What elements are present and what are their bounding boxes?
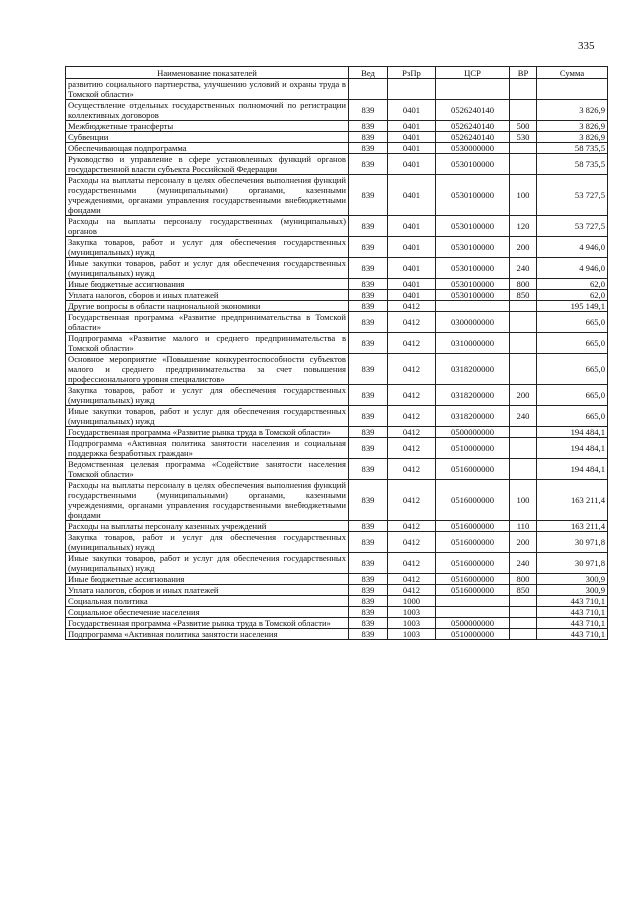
cell-rzpr: 0412 — [388, 553, 436, 574]
table-row — [66, 521, 608, 532]
cell-name: Иные закупки товаров, работ и услуг для обеспечения государственных (муниципальных) нужд — [66, 553, 349, 574]
cell-rzpr: 0401 — [388, 258, 436, 279]
cell-ved: 839 — [349, 521, 388, 532]
table-row — [66, 532, 608, 553]
cell-csr: 0530000000 — [436, 143, 510, 154]
cell-rzpr: 0412 — [388, 406, 436, 427]
cell-name: Расходы на выплаты персоналу казенных учреждений — [66, 521, 349, 532]
cell-ved: 839 — [349, 290, 388, 301]
cell-vr: 850 — [510, 585, 537, 596]
cell-csr — [436, 79, 510, 100]
cell-csr: 0510000000 — [436, 438, 510, 459]
cell-ved: 839 — [349, 175, 388, 216]
table-row — [66, 121, 608, 132]
cell-rzpr: 0401 — [388, 279, 436, 290]
cell-sum: 665,0 — [537, 354, 608, 385]
cell-ved: 839 — [349, 279, 388, 290]
cell-rzpr: 0401 — [388, 175, 436, 216]
cell-sum: 195 149,1 — [537, 301, 608, 312]
cell-rzpr: 0412 — [388, 438, 436, 459]
table-row — [66, 585, 608, 596]
cell-sum: 3 826,9 — [537, 100, 608, 121]
cell-vr — [510, 154, 537, 175]
cell-csr: 0500000000 — [436, 427, 510, 438]
cell-rzpr — [388, 79, 436, 100]
cell-sum: 665,0 — [537, 333, 608, 354]
table-row — [66, 154, 608, 175]
cell-rzpr: 0412 — [388, 480, 436, 521]
cell-ved: 839 — [349, 385, 388, 406]
cell-name: развитию социального партнерства, улучшению условий и охраны труда в Томской области» — [66, 79, 349, 100]
cell-rzpr: 0412 — [388, 301, 436, 312]
cell-ved: 839 — [349, 312, 388, 333]
cell-ved: 839 — [349, 618, 388, 629]
cell-csr — [436, 607, 510, 618]
cell-sum: 163 211,4 — [537, 521, 608, 532]
table-row — [66, 354, 608, 385]
cell-vr — [510, 618, 537, 629]
cell-ved: 839 — [349, 216, 388, 237]
cell-name: Иные закупки товаров, работ и услуг для обеспечения государственных (муниципальных) нужд — [66, 258, 349, 279]
cell-sum: 53 727,5 — [537, 175, 608, 216]
cell-rzpr: 0401 — [388, 237, 436, 258]
cell-sum: 300,9 — [537, 574, 608, 585]
cell-sum: 62,0 — [537, 279, 608, 290]
header-csr: ЦСР — [436, 67, 510, 79]
cell-csr: 0530100000 — [436, 258, 510, 279]
cell-ved: 839 — [349, 121, 388, 132]
cell-csr: 0526240140 — [436, 132, 510, 143]
cell-csr: 0516000000 — [436, 574, 510, 585]
cell-sum: 443 710,1 — [537, 607, 608, 618]
cell-vr: 240 — [510, 258, 537, 279]
cell-name: Расходы на выплаты персоналу в целях обеспечения выполнения функций государственными (муниципальными) органами, казенными учреждениями, органами управления государственными внебюджетными фондами — [66, 480, 349, 521]
cell-rzpr: 1000 — [388, 596, 436, 607]
cell-rzpr: 0412 — [388, 521, 436, 532]
cell-ved: 839 — [349, 100, 388, 121]
table-row — [66, 618, 608, 629]
cell-csr: 0300000000 — [436, 312, 510, 333]
cell-name: Расходы на выплаты персоналу государственных (муниципальных) органов — [66, 216, 349, 237]
table-row — [66, 100, 608, 121]
table-row — [66, 132, 608, 143]
cell-name: Уплата налогов, сборов и иных платежей — [66, 585, 349, 596]
cell-sum: 53 727,5 — [537, 216, 608, 237]
cell-rzpr: 0412 — [388, 312, 436, 333]
cell-sum: 4 946,0 — [537, 237, 608, 258]
cell-vr — [510, 459, 537, 480]
cell-ved — [349, 79, 388, 100]
cell-csr: 0530100000 — [436, 279, 510, 290]
cell-ved: 839 — [349, 333, 388, 354]
cell-vr: 530 — [510, 132, 537, 143]
cell-ved: 839 — [349, 438, 388, 459]
cell-ved: 839 — [349, 574, 388, 585]
cell-ved: 839 — [349, 459, 388, 480]
header-vr: ВР — [510, 67, 537, 79]
cell-rzpr: 0412 — [388, 333, 436, 354]
cell-sum: 665,0 — [537, 312, 608, 333]
cell-name: Социальная политика — [66, 596, 349, 607]
table-row — [66, 143, 608, 154]
cell-rzpr: 0412 — [388, 585, 436, 596]
cell-rzpr: 0412 — [388, 459, 436, 480]
cell-ved: 839 — [349, 237, 388, 258]
page-number: 335 — [578, 40, 595, 52]
table-row — [66, 79, 608, 100]
table-row — [66, 480, 608, 521]
cell-csr: 0530100000 — [436, 237, 510, 258]
cell-csr: 0530100000 — [436, 290, 510, 301]
cell-name: Основное мероприятие «Повышение конкурентоспособности субъектов малого и среднего предпринимательства за счет повышения профессионального уровня специалистов» — [66, 354, 349, 385]
table-row — [66, 312, 608, 333]
cell-name: Подпрограмма «Активная политика занятости населения — [66, 629, 349, 640]
cell-vr: 200 — [510, 385, 537, 406]
cell-rzpr: 0401 — [388, 290, 436, 301]
cell-vr: 800 — [510, 574, 537, 585]
cell-csr: 0318200000 — [436, 385, 510, 406]
cell-sum: 443 710,1 — [537, 596, 608, 607]
cell-vr: 800 — [510, 279, 537, 290]
cell-sum: 58 735,5 — [537, 143, 608, 154]
cell-ved: 839 — [349, 406, 388, 427]
cell-sum: 443 710,1 — [537, 629, 608, 640]
cell-vr: 200 — [510, 237, 537, 258]
table-header-row — [66, 67, 608, 79]
cell-name: Социальное обеспечение населения — [66, 607, 349, 618]
cell-csr: 0516000000 — [436, 585, 510, 596]
cell-csr: 0530100000 — [436, 216, 510, 237]
cell-csr: 0516000000 — [436, 480, 510, 521]
cell-sum: 163 211,4 — [537, 480, 608, 521]
cell-name: Закупка товаров, работ и услуг для обеспечения государственных (муниципальных) нужд — [66, 532, 349, 553]
cell-name: Обеспечивающая подпрограмма — [66, 143, 349, 154]
table-row — [66, 385, 608, 406]
cell-csr: 0526240140 — [436, 100, 510, 121]
cell-sum: 4 946,0 — [537, 258, 608, 279]
cell-ved: 839 — [349, 629, 388, 640]
cell-ved: 839 — [349, 301, 388, 312]
cell-ved: 839 — [349, 354, 388, 385]
cell-rzpr: 0412 — [388, 574, 436, 585]
cell-sum: 194 484,1 — [537, 459, 608, 480]
cell-ved: 839 — [349, 532, 388, 553]
cell-vr: 110 — [510, 521, 537, 532]
cell-ved: 839 — [349, 480, 388, 521]
cell-vr: 240 — [510, 406, 537, 427]
table-row — [66, 438, 608, 459]
cell-csr: 0516000000 — [436, 521, 510, 532]
cell-name: Закупка товаров, работ и услуг для обеспечения государственных (муниципальных) нужд — [66, 385, 349, 406]
cell-name: Уплата налогов, сборов и иных платежей — [66, 290, 349, 301]
cell-rzpr: 1003 — [388, 629, 436, 640]
cell-rzpr: 0401 — [388, 154, 436, 175]
cell-name: Государственная программа «Развитие предпринимательства в Томской области» — [66, 312, 349, 333]
cell-csr: 0510000000 — [436, 629, 510, 640]
cell-sum: 194 484,1 — [537, 438, 608, 459]
cell-vr — [510, 596, 537, 607]
cell-sum: 443 710,1 — [537, 618, 608, 629]
cell-vr: 120 — [510, 216, 537, 237]
cell-vr — [510, 301, 537, 312]
cell-vr: 850 — [510, 290, 537, 301]
cell-name: Иные бюджетные ассигнования — [66, 574, 349, 585]
cell-sum: 30 971,8 — [537, 553, 608, 574]
cell-csr: 0500000000 — [436, 618, 510, 629]
cell-vr — [510, 607, 537, 618]
table-row — [66, 237, 608, 258]
cell-ved: 839 — [349, 427, 388, 438]
table-row — [66, 258, 608, 279]
cell-csr: 0526240140 — [436, 121, 510, 132]
table-row — [66, 629, 608, 640]
cell-csr — [436, 301, 510, 312]
cell-sum: 62,0 — [537, 290, 608, 301]
cell-name: Ведомственная целевая программа «Содействие занятости населения Томской области» — [66, 459, 349, 480]
cell-csr — [436, 596, 510, 607]
cell-rzpr: 0401 — [388, 132, 436, 143]
cell-vr — [510, 427, 537, 438]
cell-ved: 839 — [349, 154, 388, 175]
cell-csr: 0530100000 — [436, 175, 510, 216]
table-row — [66, 279, 608, 290]
cell-csr: 0516000000 — [436, 532, 510, 553]
cell-ved: 839 — [349, 258, 388, 279]
table-row — [66, 574, 608, 585]
cell-name: Закупка товаров, работ и услуг для обеспечения государственных (муниципальных) нужд — [66, 237, 349, 258]
cell-vr — [510, 629, 537, 640]
cell-name: Иные бюджетные ассигнования — [66, 279, 349, 290]
cell-rzpr: 1003 — [388, 618, 436, 629]
cell-ved: 839 — [349, 607, 388, 618]
cell-sum: 665,0 — [537, 385, 608, 406]
cell-vr — [510, 333, 537, 354]
cell-name: Другие вопросы в области национальной экономики — [66, 301, 349, 312]
table-row — [66, 301, 608, 312]
budget-table — [65, 66, 608, 640]
cell-sum: 3 826,9 — [537, 121, 608, 132]
header-rzpr: РзПр — [388, 67, 436, 79]
cell-vr — [510, 100, 537, 121]
cell-sum: 300,9 — [537, 585, 608, 596]
cell-sum: 58 735,5 — [537, 154, 608, 175]
cell-rzpr: 0401 — [388, 216, 436, 237]
table-row — [66, 427, 608, 438]
cell-name: Государственная программа «Развитие рынка труда в Томской области» — [66, 427, 349, 438]
cell-vr: 240 — [510, 553, 537, 574]
cell-ved: 839 — [349, 596, 388, 607]
cell-csr: 0516000000 — [436, 459, 510, 480]
cell-sum: 3 826,9 — [537, 132, 608, 143]
cell-vr: 100 — [510, 175, 537, 216]
header-name: Наименование показателей — [66, 67, 349, 79]
cell-rzpr: 0412 — [388, 532, 436, 553]
table-row — [66, 333, 608, 354]
table-row — [66, 553, 608, 574]
cell-vr: 500 — [510, 121, 537, 132]
cell-sum: 30 971,8 — [537, 532, 608, 553]
table-row — [66, 607, 608, 618]
cell-rzpr: 0401 — [388, 121, 436, 132]
cell-csr: 0318200000 — [436, 354, 510, 385]
cell-name: Руководство и управление в сфере установленных функций органов государственной власти субъекта Российской Федерации — [66, 154, 349, 175]
table-row — [66, 290, 608, 301]
cell-vr — [510, 312, 537, 333]
table-row — [66, 406, 608, 427]
cell-csr: 0530100000 — [436, 154, 510, 175]
cell-name: Осуществление отдельных государственных полномочий по регистрации коллективных договоров — [66, 100, 349, 121]
cell-sum: 194 484,1 — [537, 427, 608, 438]
cell-vr: 100 — [510, 480, 537, 521]
cell-rzpr: 0412 — [388, 385, 436, 406]
cell-rzpr: 0412 — [388, 354, 436, 385]
cell-ved: 839 — [349, 132, 388, 143]
table-row — [66, 175, 608, 216]
cell-csr: 0318200000 — [436, 406, 510, 427]
cell-csr: 0310000000 — [436, 333, 510, 354]
cell-csr: 0516000000 — [436, 553, 510, 574]
cell-name: Субвенции — [66, 132, 349, 143]
cell-sum — [537, 79, 608, 100]
table-row — [66, 459, 608, 480]
cell-ved: 839 — [349, 553, 388, 574]
cell-name: Государственная программа «Развитие рынка труда в Томской области» — [66, 618, 349, 629]
header-sum: Сумма — [537, 67, 608, 79]
cell-name: Межбюджетные трансферты — [66, 121, 349, 132]
cell-name: Иные закупки товаров, работ и услуг для обеспечения государственных (муниципальных) нужд — [66, 406, 349, 427]
cell-name: Подпрограмма «Развитие малого и среднего предпринимательства в Томской области» — [66, 333, 349, 354]
cell-vr — [510, 354, 537, 385]
cell-sum: 665,0 — [537, 406, 608, 427]
cell-name: Расходы на выплаты персоналу в целях обеспечения выполнения функций государственными (муниципальными) органами, казенными учреждениями, органами управления государственными внебюджетными фондами — [66, 175, 349, 216]
cell-name: Подпрограмма «Активная политика занятости населения и социальная поддержка безработных граждан» — [66, 438, 349, 459]
cell-ved: 839 — [349, 143, 388, 154]
cell-vr — [510, 79, 537, 100]
cell-rzpr: 0401 — [388, 100, 436, 121]
header-ved: Вед — [349, 67, 388, 79]
cell-vr — [510, 143, 537, 154]
cell-vr — [510, 438, 537, 459]
cell-rzpr: 0412 — [388, 427, 436, 438]
cell-rzpr: 0401 — [388, 143, 436, 154]
table-row — [66, 596, 608, 607]
cell-rzpr: 1003 — [388, 607, 436, 618]
table-row — [66, 216, 608, 237]
cell-ved: 839 — [349, 585, 388, 596]
cell-vr: 200 — [510, 532, 537, 553]
